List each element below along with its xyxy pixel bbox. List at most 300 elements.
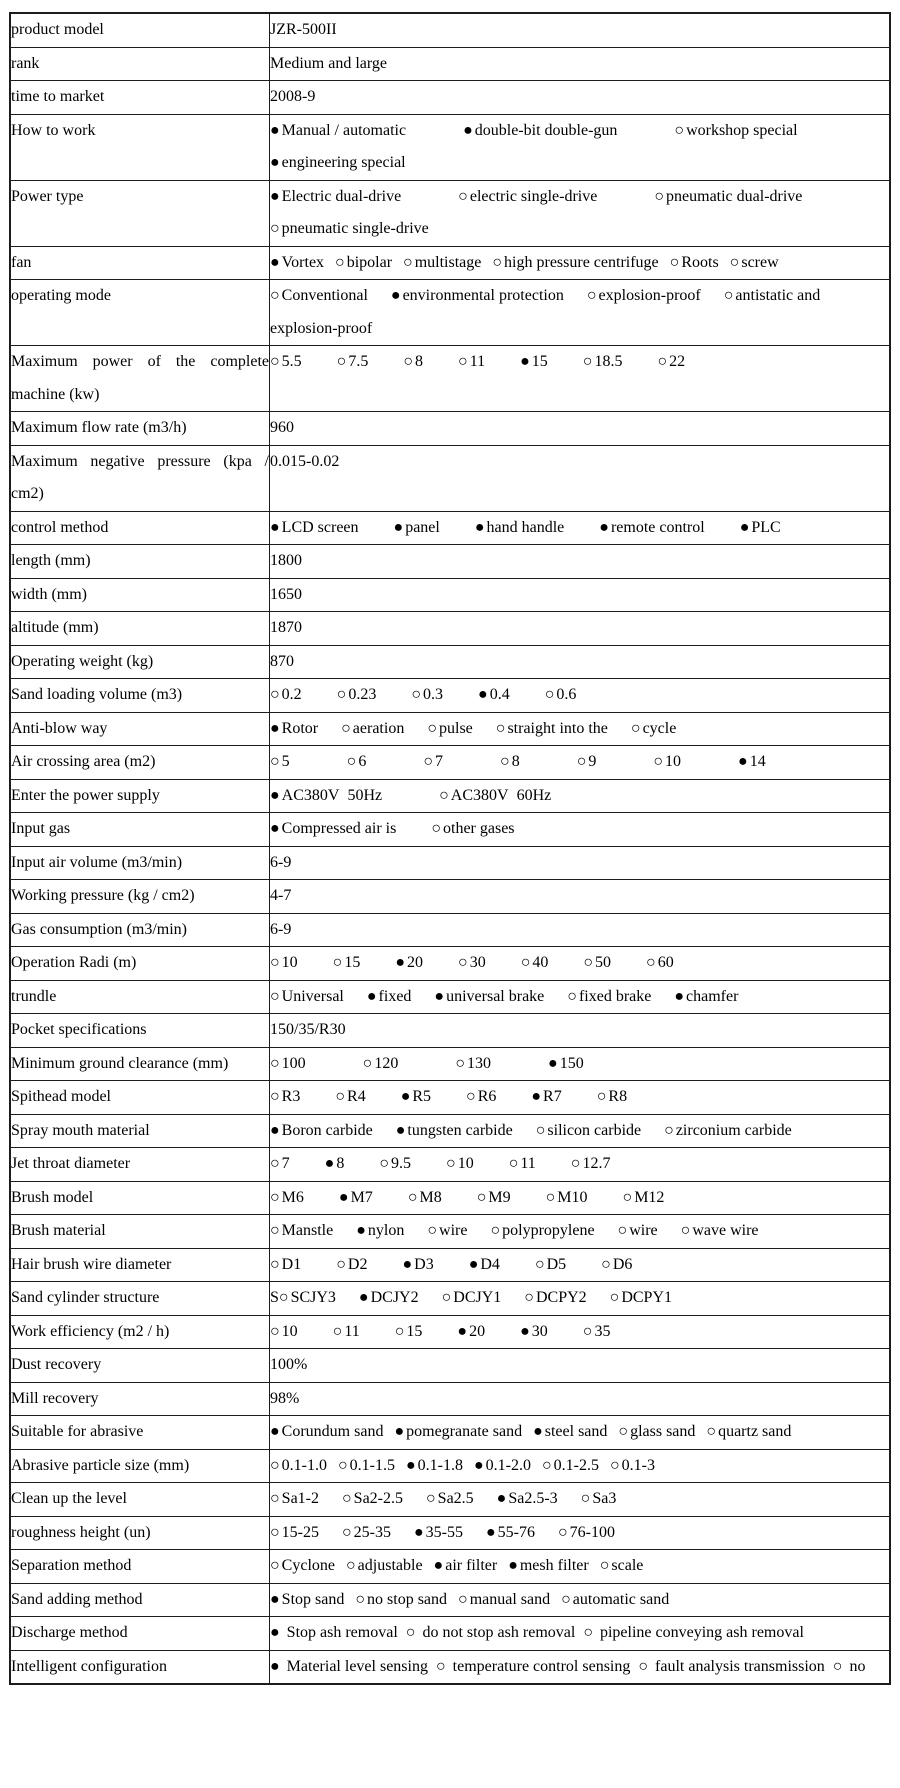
radio-unselected-icon: ○ [617, 1222, 628, 1239]
radio-unselected-icon: ○ [379, 1155, 390, 1172]
option-label: 7 [435, 753, 444, 770]
radio-selected-icon: ● [674, 987, 685, 1005]
option [270, 1323, 298, 1340]
radio-selected-icon: ● [520, 353, 530, 370]
option-label: R5 [412, 1088, 432, 1105]
radio-unselected-icon: ○ [500, 753, 510, 770]
option [395, 1323, 423, 1340]
option-label: 76-100 [569, 1523, 615, 1541]
option [674, 988, 738, 1005]
radio-unselected-icon: S○ [270, 1289, 289, 1306]
radio-unselected-icon: ○ [476, 1188, 487, 1206]
radio-selected-icon: ● [533, 1423, 543, 1440]
radio-unselected-icon: ○ [646, 954, 656, 971]
radio-unselected-icon: ○ [439, 786, 449, 804]
option-label: pipeline conveying ash removal [599, 1624, 804, 1641]
radio-selected-icon: ● [406, 1456, 416, 1474]
option [458, 353, 485, 370]
radio-unselected-icon: ○ [458, 187, 468, 205]
table-row [10, 280, 890, 346]
option-label: Manual / automatic [281, 121, 407, 139]
radio-unselected-icon: ○ [586, 287, 597, 304]
option-label: D6 [612, 1255, 633, 1273]
option [533, 1423, 607, 1440]
option [395, 954, 423, 971]
option [583, 954, 611, 971]
option-label: Universal [281, 987, 344, 1005]
option [492, 254, 658, 271]
radio-unselected-icon: ○ [270, 1255, 280, 1273]
radio-unselected-icon: ○ [441, 1289, 452, 1306]
radio-selected-icon: ● [395, 954, 406, 971]
row-value [270, 1650, 891, 1684]
row-value: JZR-500II [270, 13, 891, 47]
radio-unselected-icon: ○ [270, 287, 280, 304]
row-label: Maximum flow rate (m3/h) [10, 412, 270, 446]
row-value [270, 679, 891, 713]
spec-table [9, 12, 891, 1685]
option-label: antistatic and explosion-proof [270, 287, 821, 337]
option [601, 1256, 632, 1273]
option-label: bipolar [346, 253, 393, 271]
option [403, 353, 423, 370]
option-label: chamfer [686, 987, 739, 1005]
table-row [10, 511, 890, 545]
row-value [270, 1315, 891, 1349]
row-label: Operating weight (kg) [10, 645, 270, 679]
table-row [10, 1650, 890, 1684]
radio-unselected-icon: ○ [638, 1657, 649, 1675]
radio-unselected-icon: ○ [335, 253, 345, 271]
radio-unselected-icon: ○ [403, 353, 414, 370]
table-row [10, 1617, 890, 1651]
option [270, 686, 302, 703]
radio-unselected-icon: ○ [490, 1222, 501, 1239]
table-row [10, 1583, 890, 1617]
option-label: silicon carbide [547, 1121, 642, 1139]
table-row [10, 1416, 890, 1450]
option [599, 519, 704, 536]
option [394, 519, 440, 536]
option [270, 988, 344, 1005]
radio-selected-icon: ● [394, 1423, 405, 1440]
option-label: 30 [469, 954, 486, 971]
option-label: 0.1-2.5 [553, 1456, 599, 1474]
radio-selected-icon: ● [414, 1523, 424, 1541]
row-label: Input air volume (m3/min) [10, 846, 270, 880]
option [270, 122, 406, 139]
radio-unselected-icon: ○ [832, 1657, 843, 1675]
radio-selected-icon: ● [338, 1188, 349, 1206]
row-label: How to work [10, 114, 270, 180]
option-label: Sa2-2.5 [353, 1490, 403, 1507]
option [356, 1222, 404, 1239]
option-label: pneumatic single-drive [281, 220, 429, 237]
option [646, 954, 674, 971]
radio-selected-icon: ● [474, 518, 485, 536]
radio-selected-icon: ● [270, 786, 280, 804]
option-label: zirconium carbide [675, 1121, 792, 1139]
option [270, 1524, 319, 1541]
row-value: 0.015-0.02 [270, 445, 891, 511]
option [486, 1524, 535, 1541]
option-label: Sa2.5 [437, 1490, 474, 1507]
option-label: D4 [480, 1255, 500, 1273]
option-label: aeration [352, 719, 405, 737]
option [355, 1591, 447, 1608]
radio-unselected-icon: ○ [610, 1456, 620, 1474]
option-label: 0.6 [556, 686, 577, 703]
option [270, 287, 368, 304]
radio-unselected-icon: ○ [567, 987, 577, 1005]
row-value [270, 1449, 891, 1483]
option [469, 1256, 500, 1273]
option-label: R7 [543, 1088, 562, 1105]
option-label: DCJY1 [453, 1289, 502, 1306]
row-label: length (mm) [10, 545, 270, 579]
radio-selected-icon: ● [478, 686, 488, 703]
row-label: Intelligent configuration [10, 1650, 270, 1684]
option [270, 1658, 428, 1675]
option [490, 1222, 594, 1239]
table-row [10, 913, 890, 947]
table-row [10, 612, 890, 646]
option [270, 353, 302, 370]
row-value [270, 1047, 891, 1081]
radio-selected-icon: ● [324, 1155, 335, 1172]
option [270, 1423, 383, 1440]
option [270, 753, 290, 770]
option [270, 1557, 335, 1574]
option-label: M6 [281, 1188, 304, 1206]
option-label: 20 [469, 1322, 486, 1340]
option-label: steel sand [544, 1423, 608, 1440]
row-label: Pocket specifications [10, 1014, 270, 1048]
row-value: 150/35/R30 [270, 1014, 891, 1048]
option-label: adjustable [357, 1557, 423, 1574]
radio-selected-icon: ● [402, 1255, 413, 1273]
option [270, 1088, 300, 1105]
option-label: screw [741, 253, 779, 271]
radio-unselected-icon: ○ [458, 353, 468, 370]
option-label: PLC [751, 518, 781, 536]
row-value: 6-9 [270, 846, 891, 880]
option-label: glass sand [630, 1423, 696, 1440]
row-label: Anti-blow way [10, 712, 270, 746]
option [270, 1457, 327, 1474]
radio-unselected-icon: ○ [535, 1121, 546, 1139]
row-label: Sand cylinder structure [10, 1282, 270, 1316]
radio-unselected-icon: ○ [524, 1289, 534, 1306]
option-label: automatic sand [572, 1590, 670, 1608]
radio-unselected-icon: ○ [618, 1423, 629, 1440]
row-value [270, 813, 891, 847]
option-label: Electric dual-drive [281, 187, 402, 205]
radio-unselected-icon: ○ [346, 1557, 356, 1574]
option [339, 1189, 373, 1206]
option-label: polypropylene [502, 1222, 595, 1239]
row-label: trundle [10, 980, 270, 1014]
option-label: 9 [588, 753, 597, 770]
option-label: 40 [532, 954, 549, 971]
radio-unselected-icon: ○ [332, 1322, 343, 1340]
option-label: AC380V 60Hz [450, 786, 552, 804]
option [427, 720, 472, 737]
row-label: Spithead model [10, 1081, 270, 1115]
row-label: Air crossing area (m2) [10, 746, 270, 780]
radio-unselected-icon: ○ [630, 719, 641, 737]
row-value [270, 1081, 891, 1115]
option-label: DCPY1 [621, 1289, 673, 1306]
row-label: Abrasive particle size (mm) [10, 1449, 270, 1483]
row-label: Operation Radi (m) [10, 947, 270, 981]
option-label: R3 [281, 1088, 301, 1105]
option-label: M10 [557, 1188, 588, 1206]
option [583, 1624, 804, 1641]
radio-selected-icon: ● [599, 518, 609, 536]
option-label: 0.2 [281, 686, 302, 703]
option-label: pomegranate sand [406, 1423, 523, 1440]
table-row [10, 1483, 890, 1517]
option [359, 1289, 419, 1306]
option-label: multistage [414, 253, 482, 271]
table-row [10, 545, 890, 579]
option [403, 254, 481, 271]
radio-unselected-icon: ○ [427, 1222, 438, 1239]
option-label: Boron carbide [281, 1121, 373, 1139]
option [458, 954, 486, 971]
option-label: do not stop ash removal [422, 1624, 576, 1641]
row-value [270, 779, 891, 813]
option [509, 1155, 536, 1172]
table-row [10, 1449, 890, 1483]
option [335, 254, 392, 271]
option-label: 0.1-1.8 [417, 1456, 463, 1474]
option [270, 1624, 398, 1641]
option [335, 1088, 365, 1105]
row-value [270, 1148, 891, 1182]
option [833, 1658, 866, 1675]
row-value [270, 1550, 891, 1584]
radio-unselected-icon: ○ [558, 1523, 568, 1541]
radio-unselected-icon: ○ [508, 1155, 519, 1172]
option [477, 1189, 511, 1206]
option-label: temperature control sensing [452, 1657, 631, 1675]
row-value [270, 1416, 891, 1450]
table-row [10, 1349, 890, 1383]
radio-unselected-icon: ○ [270, 1054, 280, 1072]
option-label: hand handle [486, 518, 565, 536]
option [337, 353, 369, 370]
option [571, 1155, 611, 1172]
row-value [270, 511, 891, 545]
row-value [270, 280, 891, 346]
option-label: Vortex [281, 253, 325, 271]
option-label: 20 [407, 954, 424, 971]
option [730, 254, 779, 271]
option [408, 1189, 442, 1206]
row-value [270, 1516, 891, 1550]
table-row [10, 445, 890, 511]
radio-unselected-icon: ○ [431, 820, 441, 837]
radio-unselected-icon: ○ [669, 253, 680, 271]
radio-selected-icon: ● [270, 154, 280, 171]
option-label: 15 [344, 954, 361, 971]
option-label: 35 [594, 1322, 611, 1340]
radio-unselected-icon: ○ [576, 753, 587, 770]
option-label: Conventional [281, 287, 368, 304]
option-label: M9 [488, 1188, 511, 1206]
option [270, 220, 429, 237]
option [600, 1557, 644, 1574]
option-label: DCJY2 [370, 1289, 419, 1306]
radio-selected-icon: ● [270, 1624, 280, 1641]
option [333, 954, 361, 971]
row-value: 1650 [270, 578, 891, 612]
table-row [10, 578, 890, 612]
row-label: Dust recovery [10, 1349, 270, 1383]
table-row [10, 1014, 890, 1048]
radio-unselected-icon: ○ [561, 1590, 571, 1608]
option-label: 10 [457, 1155, 474, 1172]
option-label: 0.1-2.0 [485, 1456, 531, 1474]
option-label: wire [629, 1222, 658, 1239]
option-label: 25-35 [353, 1523, 391, 1541]
radio-unselected-icon: ○ [270, 954, 280, 971]
option-label: 22 [669, 353, 686, 370]
option-label: fixed brake [578, 987, 652, 1005]
option-label: 7 [281, 1155, 290, 1172]
table-row [10, 346, 890, 412]
option [347, 753, 367, 770]
table-row [10, 13, 890, 47]
table-row [10, 246, 890, 280]
option-label: pneumatic dual-drive [666, 187, 803, 205]
option [657, 353, 685, 370]
option [583, 1323, 611, 1340]
radio-unselected-icon: ○ [270, 1523, 280, 1541]
option-label: R6 [477, 1088, 497, 1105]
radio-selected-icon: ● [531, 1088, 542, 1105]
radio-unselected-icon: ○ [495, 719, 506, 737]
row-label: Suitable for abrasive [10, 1416, 270, 1450]
option [654, 188, 802, 205]
option-label: Rotor [281, 719, 319, 737]
option [520, 353, 548, 370]
table-row [10, 1148, 890, 1182]
radio-selected-icon: ● [358, 1289, 369, 1306]
option-label: 7.5 [348, 353, 369, 370]
radio-unselected-icon: ○ [435, 1657, 446, 1675]
row-value [270, 1248, 891, 1282]
option [536, 1122, 641, 1139]
radio-unselected-icon: ○ [706, 1423, 717, 1440]
radio-unselected-icon: ○ [270, 1155, 280, 1172]
option-label: quartz sand [718, 1423, 792, 1440]
option [631, 720, 676, 737]
option [270, 787, 382, 804]
row-value: 870 [270, 645, 891, 679]
table-row [10, 47, 890, 81]
option [270, 254, 324, 271]
option-label: cycle [642, 719, 677, 737]
option-label: 11 [520, 1155, 536, 1172]
option [406, 1457, 463, 1474]
table-row [10, 1248, 890, 1282]
option [497, 1490, 558, 1507]
row-label: Sand loading volume (m3) [10, 679, 270, 713]
radio-selected-icon: ● [356, 1222, 366, 1239]
radio-selected-icon: ● [474, 1456, 484, 1474]
option-label: 10 [665, 753, 682, 770]
option [567, 988, 651, 1005]
row-label: roughness height (un) [10, 1516, 270, 1550]
option [638, 1658, 824, 1675]
radio-selected-icon: ● [520, 1322, 530, 1340]
option-label: 5 [281, 753, 290, 770]
option [423, 753, 443, 770]
option-label: 8 [415, 353, 424, 370]
radio-selected-icon: ● [393, 518, 404, 536]
radio-unselected-icon: ○ [466, 1088, 476, 1105]
radio-unselected-icon: ○ [570, 1155, 581, 1172]
option-label: high pressure centrifuge [504, 253, 659, 271]
radio-unselected-icon: ○ [336, 353, 347, 370]
radio-unselected-icon: ○ [423, 753, 434, 770]
option [414, 1524, 463, 1541]
radio-unselected-icon: ○ [270, 686, 280, 703]
option [610, 1289, 672, 1306]
row-value [270, 1617, 891, 1651]
option [738, 753, 766, 770]
option [270, 519, 359, 536]
row-value [270, 712, 891, 746]
table-row [10, 846, 890, 880]
option [394, 1423, 522, 1440]
option-label: 0.3 [423, 686, 444, 703]
radio-unselected-icon: ○ [270, 1456, 280, 1474]
radio-unselected-icon: ○ [338, 1456, 348, 1474]
row-label: Power type [10, 180, 270, 246]
option [442, 1289, 502, 1306]
option [681, 1222, 759, 1239]
row-value: 960 [270, 412, 891, 446]
option [338, 1457, 395, 1474]
radio-unselected-icon: ○ [680, 1222, 691, 1239]
radio-selected-icon: ● [270, 187, 280, 205]
row-label: product model [10, 13, 270, 47]
radio-unselected-icon: ○ [609, 1289, 620, 1306]
option-label: 130 [467, 1054, 492, 1072]
option [270, 154, 406, 171]
radio-unselected-icon: ○ [394, 1322, 405, 1340]
radio-unselected-icon: ○ [411, 686, 422, 703]
radio-selected-icon: ● [457, 1322, 468, 1340]
radio-selected-icon: ● [270, 121, 280, 139]
option-label: 0.1-1.5 [349, 1456, 395, 1474]
table-row [10, 645, 890, 679]
radio-selected-icon: ● [395, 1121, 406, 1139]
option-label: D2 [347, 1255, 368, 1273]
option [706, 1423, 791, 1440]
option-label: Corundum sand [281, 1423, 384, 1440]
row-value [270, 346, 891, 412]
row-label: Gas consumption (m3/min) [10, 913, 270, 947]
option-label: environmental protection [402, 287, 564, 304]
option-label: pulse [439, 719, 473, 737]
radio-selected-icon: ● [738, 753, 748, 770]
option-label: 15-25 [281, 1523, 319, 1541]
